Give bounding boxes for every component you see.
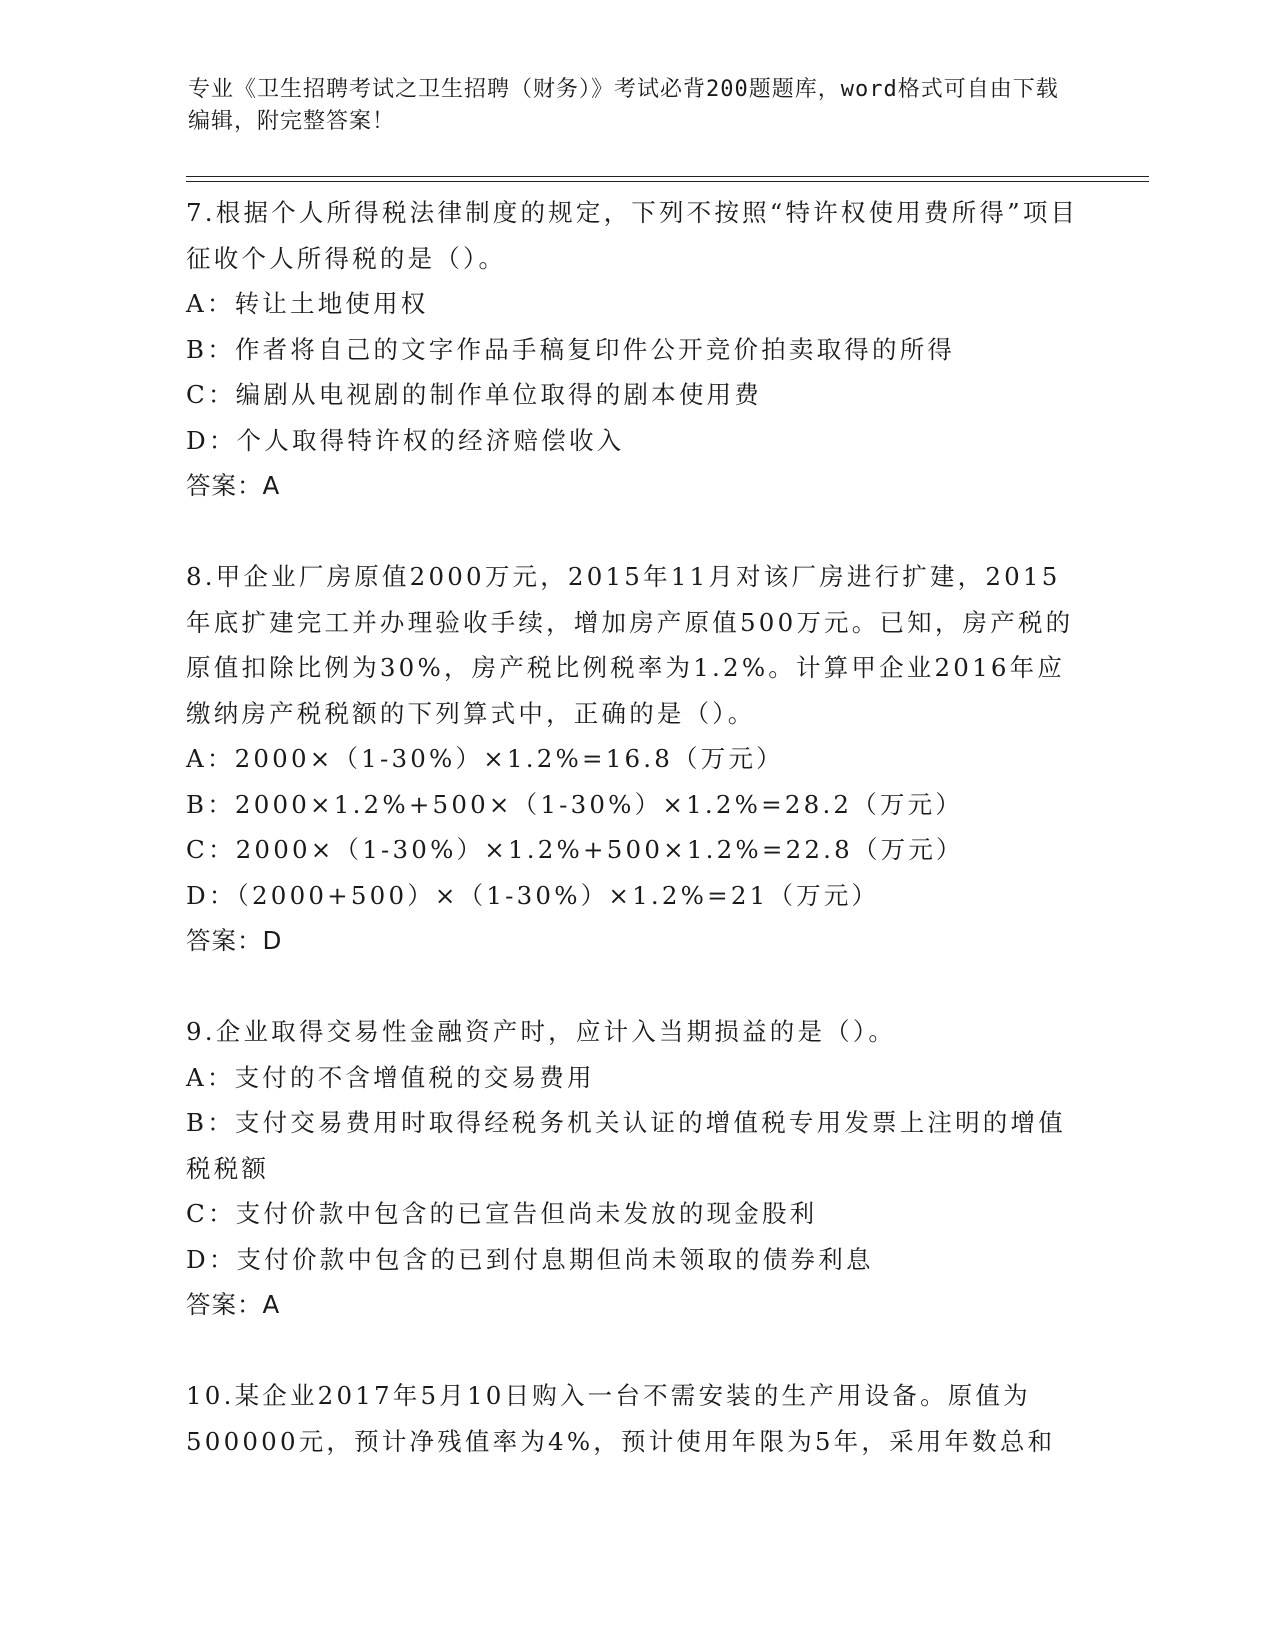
question-spacer [186,964,1086,1010]
answer-line: 答案：A [186,471,281,500]
answer-line: 答案：D [186,926,283,955]
question-text: 10.某企业2017年5月10日购入一台不需安装的生产用设备。原值为500000元，预计净残值率为4%，预计使用年限为5年，采用年数总和 [186,1381,1056,1456]
answer-line: 答案：A [186,1290,281,1319]
document-header [188,74,1068,138]
question-7 [186,190,1086,509]
question-list [186,190,1086,1464]
option-c: C：支付价款中包含的已宣告但尚未发放的现金股利 [186,1199,818,1228]
question-text: 9.企业取得交易性金融资产时，应计入当期损益的是（）。 [186,1017,897,1046]
question-9 [186,1009,1086,1328]
option-d: D：支付价款中包含的已到付息期但尚未领取的债券利息 [186,1244,874,1274]
option-d: D：个人取得特许权的经济赔偿收入 [186,425,625,455]
option-b: B：2000×1.2%+500×（1-30%）×1.2%=28.2（万元） [186,789,964,819]
question-text: 7.根据个人所得税法律制度的规定，下列不按照“特许权使用费所得”项目征收个人所得税的是（）。 [186,198,1079,273]
option-a: A：支付的不含增值税的交易费用 [186,1062,595,1092]
option-d: D：（2000+500）×（1-30%）×1.2%=21（万元） [186,880,880,910]
option-b: B：支付交易费用时取得经税务机关认证的增值税专用发票上注明的增值税税额 [186,1108,1066,1183]
question-10 [186,1373,1086,1464]
header-divider-bottom [186,181,1149,182]
question-8 [186,554,1086,964]
option-a: A：2000×（1-30%）×1.2%=16.8（万元） [186,744,784,773]
option-a: A：转让土地使用权 [186,289,429,318]
question-text: 8.甲企业厂房原值2000万元，2015年11月对该厂房进行扩建，2015年底扩建完工并办理验收手续，增加房产原值500万元。已知，房产税的原值扣除比例为30%，房产税比例税率为1.2%。计算甲企业2016年应缴纳房产税税额的下列算式中，正确的是（）。 [186,562,1074,728]
option-c: C：编剧从电视剧的制作单位取得的剧本使用费 [186,380,762,409]
option-c: C：2000×（1-30%）×1.2%+500×1.2%=22.8（万元） [186,835,964,864]
question-spacer [186,1328,1086,1374]
option-b: B：作者将自己的文字作品手稿复印件公开竞价拍卖取得的所得 [186,334,956,364]
question-spacer [186,509,1086,555]
header-divider-top [186,176,1149,177]
header-title: 专业《卫生招聘考试之卫生招聘（财务）》考试必背200题题库，word格式可自由下载编辑，附完整答案！ [188,77,1059,134]
